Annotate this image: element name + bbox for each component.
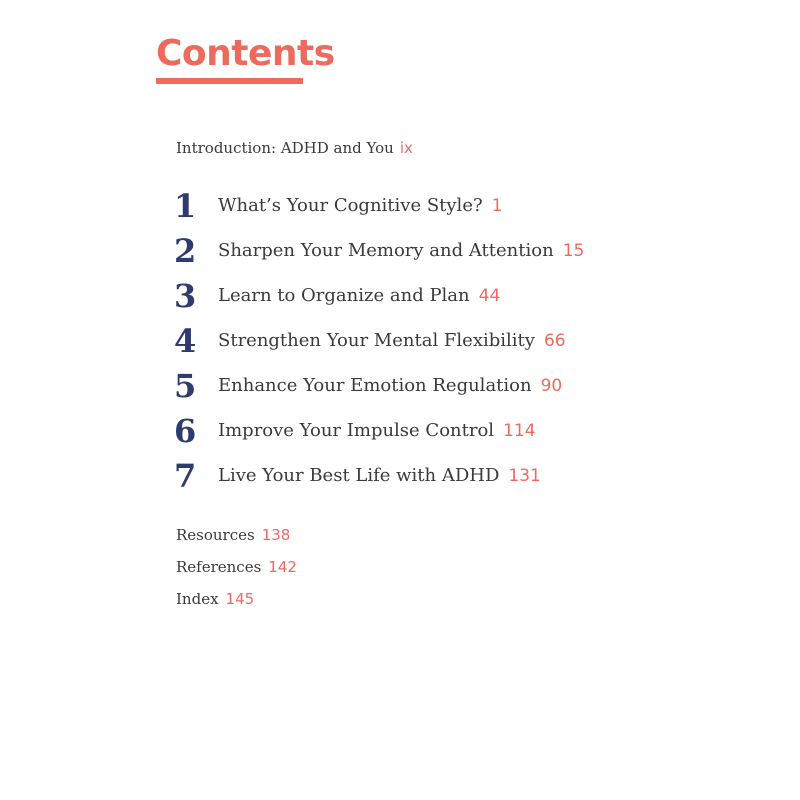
title-underline: [156, 78, 303, 84]
toc-entry-title: Introduction: ADHD and You: [176, 139, 394, 157]
toc-entry-resources[interactable]: [176, 519, 297, 551]
chapter-title: Live Your Best Life with ADHD: [218, 464, 500, 486]
toc-page-number: 142: [268, 558, 297, 576]
toc-entry-index[interactable]: [176, 583, 297, 615]
chapter-page-number: 90: [540, 375, 563, 396]
toc-chapter-entry[interactable]: [174, 363, 584, 408]
chapter-number: 1: [174, 186, 197, 225]
chapter-number: 7: [174, 456, 197, 495]
chapter-list: [174, 183, 584, 498]
toc-chapter-entry[interactable]: [174, 273, 584, 318]
chapter-number: 3: [174, 276, 197, 315]
chapter-page-number: 114: [503, 420, 536, 441]
chapter-page-number: 1: [491, 195, 503, 216]
chapter-number: 2: [174, 231, 197, 270]
toc-chapter-entry[interactable]: [174, 318, 584, 363]
chapter-title: What’s Your Cognitive Style?: [218, 194, 483, 216]
chapter-number: 6: [174, 411, 197, 450]
chapter-title: Strengthen Your Mental Flexibility: [218, 329, 535, 351]
chapter-number: 4: [174, 321, 197, 360]
back-matter-list: [176, 519, 297, 615]
toc-entry-references[interactable]: [176, 551, 297, 583]
toc-entry-title: References: [176, 558, 262, 576]
chapter-page-number: 44: [478, 285, 501, 306]
chapter-page-number: 131: [508, 465, 541, 486]
toc-entry-title: Index: [176, 590, 219, 608]
chapter-title: Learn to Organize and Plan: [218, 284, 470, 306]
chapter-title: Improve Your Impulse Control: [218, 419, 495, 441]
chapter-page-number: 66: [543, 330, 566, 351]
chapter-title: Enhance Your Emotion Regulation: [218, 374, 532, 396]
page-title: Contents: [156, 33, 335, 74]
toc-page-number: ix: [399, 139, 413, 157]
toc-page-number: 138: [261, 526, 291, 544]
toc-chapter-entry[interactable]: [174, 228, 584, 273]
toc-entry-title: Resources: [176, 526, 255, 544]
chapter-page-number: 15: [562, 240, 585, 261]
chapter-title: Sharpen Your Memory and Attention: [218, 239, 554, 261]
toc-page-number: 145: [225, 590, 255, 608]
toc-chapter-entry[interactable]: [174, 183, 584, 228]
toc-chapter-entry[interactable]: [174, 453, 584, 498]
toc-chapter-entry[interactable]: [174, 408, 584, 453]
toc-entry-introduction[interactable]: [176, 138, 413, 158]
chapter-number: 5: [174, 366, 197, 405]
